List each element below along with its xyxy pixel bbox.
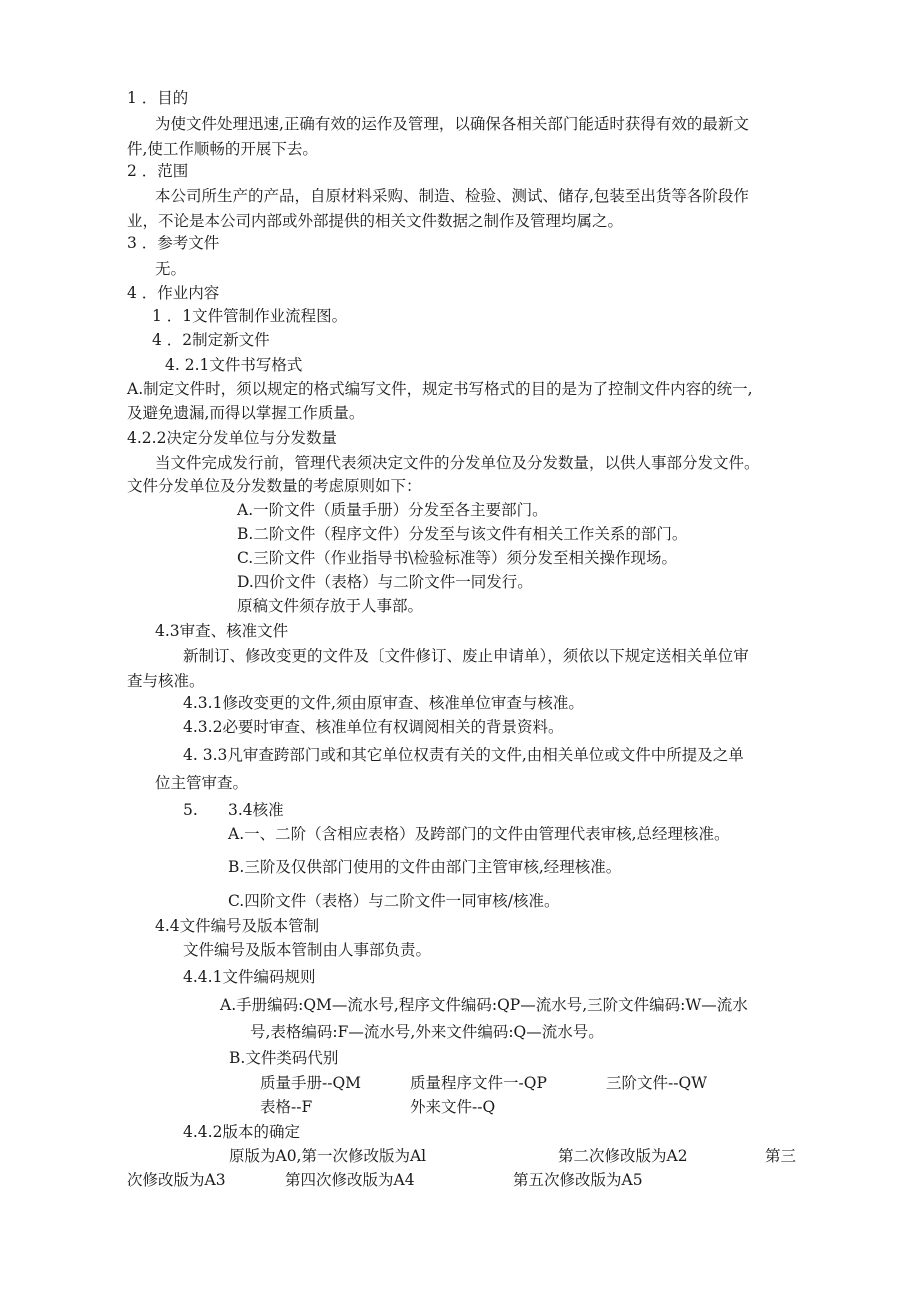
version-line1-c: 第三	[765, 1147, 797, 1165]
version-line2-b: 第四次修改版为A4	[285, 1171, 415, 1189]
distribution-c: C.三阶文件（作业指导书\检验标准等）须分发至相关操作现场。	[237, 549, 677, 567]
section-3-heading: 3 ．参考文件	[127, 234, 220, 252]
item-4-3-4: 3.4核准	[228, 801, 284, 819]
item-4-4: 4.4文件编号及版本管制	[155, 917, 320, 935]
code-q: 外来文件--Q	[410, 1098, 496, 1116]
item-4-3-4-number: 5.	[183, 801, 198, 819]
code-rule-a-line2: 号,表格编码:F—流水号,外来文件编码:Q—流水号。	[250, 1023, 604, 1041]
item-4-3-3-line1: 4. 3.3凡审查跨部门或和其它单位权责有关的文件,由相关单位或文件中所提及之单	[183, 746, 744, 764]
item-4-3-text-line1: 新制订、修改变更的文件及〔文件修订、废止申请单），须依以下规定送相关单位审	[183, 647, 749, 665]
distribution-a: A.一阶文件（质量手册）分发至各主要部门。	[237, 501, 548, 519]
section-3-body: 无。	[155, 260, 187, 278]
section-4-heading: 4 ．作业内容	[127, 284, 220, 302]
section-1-heading: 1 ．目的	[127, 89, 189, 107]
section-2-heading: 2 ．范围	[127, 162, 189, 180]
code-qw: 三阶文件--QW	[606, 1074, 708, 1092]
item-4-3-2: 4.3.2必要时审查、核准单位有权调阅相关的背景资料。	[183, 718, 564, 736]
item-4-2-1-text-line1: A.制定文件时，须以规定的格式编写文件，规定书写格式的目的是为了控制文件内容的统一,	[127, 380, 753, 398]
version-line1-a: 原版为A0,第一次修改版为Al	[229, 1147, 427, 1165]
section-1-body-line2: 件,使工作顺畅的开展下去。	[127, 140, 318, 158]
version-line1-b: 第二次修改版为A2	[558, 1147, 688, 1165]
distribution-note: 原稿文件须存放于人事部。	[237, 597, 424, 615]
item-4-2-2-text-line1: 当文件完成发行前，管理代表须决定文件的分发单位及分发数量，以供人事部分发文件。	[155, 454, 760, 472]
item-4-2-2: 4.2.2决定分发单位与分发数量	[127, 429, 337, 447]
approval-a: A.一、二阶（含相应表格）及跨部门的文件由管理代表审核,总经理核准。	[228, 825, 730, 843]
distribution-b: B.二阶文件（程序文件）分发至与该文件有相关工作关系的部门。	[237, 525, 688, 543]
item-4-4-2: 4.4.2版本的确定	[183, 1123, 300, 1141]
code-f: 表格--F	[260, 1098, 313, 1116]
section-1-body-line1: 为使文件处理迅速,正确有效的运作及管理，以确保各相关部门能适时获得有效的最新文	[155, 115, 749, 133]
distribution-d: D.四价文件（表格）与二阶文件一同发行。	[237, 573, 533, 591]
section-2-body-line2: 业，不论是本公司内部或外部提供的相关文件数据之制作及管理均属之。	[127, 212, 624, 230]
code-rule-b: B.文件类码代别	[229, 1049, 339, 1067]
item-4-4-text: 文件编号及版本管制由人事部负责。	[183, 941, 432, 959]
item-4-3: 4.3审查、核准文件	[155, 622, 289, 640]
item-4-4-1: 4.4.1文件编码规则	[183, 968, 316, 986]
item-4-3-3-line2: 位主管审查。	[155, 774, 249, 792]
item-4-3-1: 4.3.1修改变更的文件,须由原审查、核准单位审查与核准。	[183, 694, 584, 712]
version-line2-a: 次修改版为A3	[127, 1171, 226, 1189]
code-qm: 质量手册--QM	[260, 1074, 362, 1092]
item-4-2-2-text-line2: 文件分发单位及分发数量的考虑原则如下：	[127, 477, 422, 495]
code-qp: 质量程序文件一-QP	[410, 1074, 547, 1092]
approval-c: C.四阶文件（表格）与二阶文件一同审核/核准。	[228, 892, 560, 910]
item-4-3-text-line2: 查与核准。	[127, 672, 205, 690]
version-line2-c: 第五次修改版为A5	[513, 1171, 643, 1189]
item-4-2: 4 ．2制定新文件	[152, 331, 270, 349]
item-4-2-1-text-line2: 及避免遗漏,而得以掌握工作质量。	[127, 404, 365, 422]
approval-b: B.三阶及仅供部门使用的文件由部门主管审核,经理核准。	[228, 858, 622, 876]
code-rule-a-line1: A.手册编码:QM—流水号,程序文件编码:QP—流水号,三阶文件编码:W—流水	[220, 996, 748, 1014]
section-2-body-line1: 本公司所生产的产品，自原材料采购、制造、检验、测试、储存,包装至出货等各阶段作	[155, 187, 749, 205]
item-4-1: 1 ．1文件管制作业流程图。	[152, 307, 348, 325]
item-4-2-1: 4. 2.1文件书写格式	[165, 356, 303, 374]
